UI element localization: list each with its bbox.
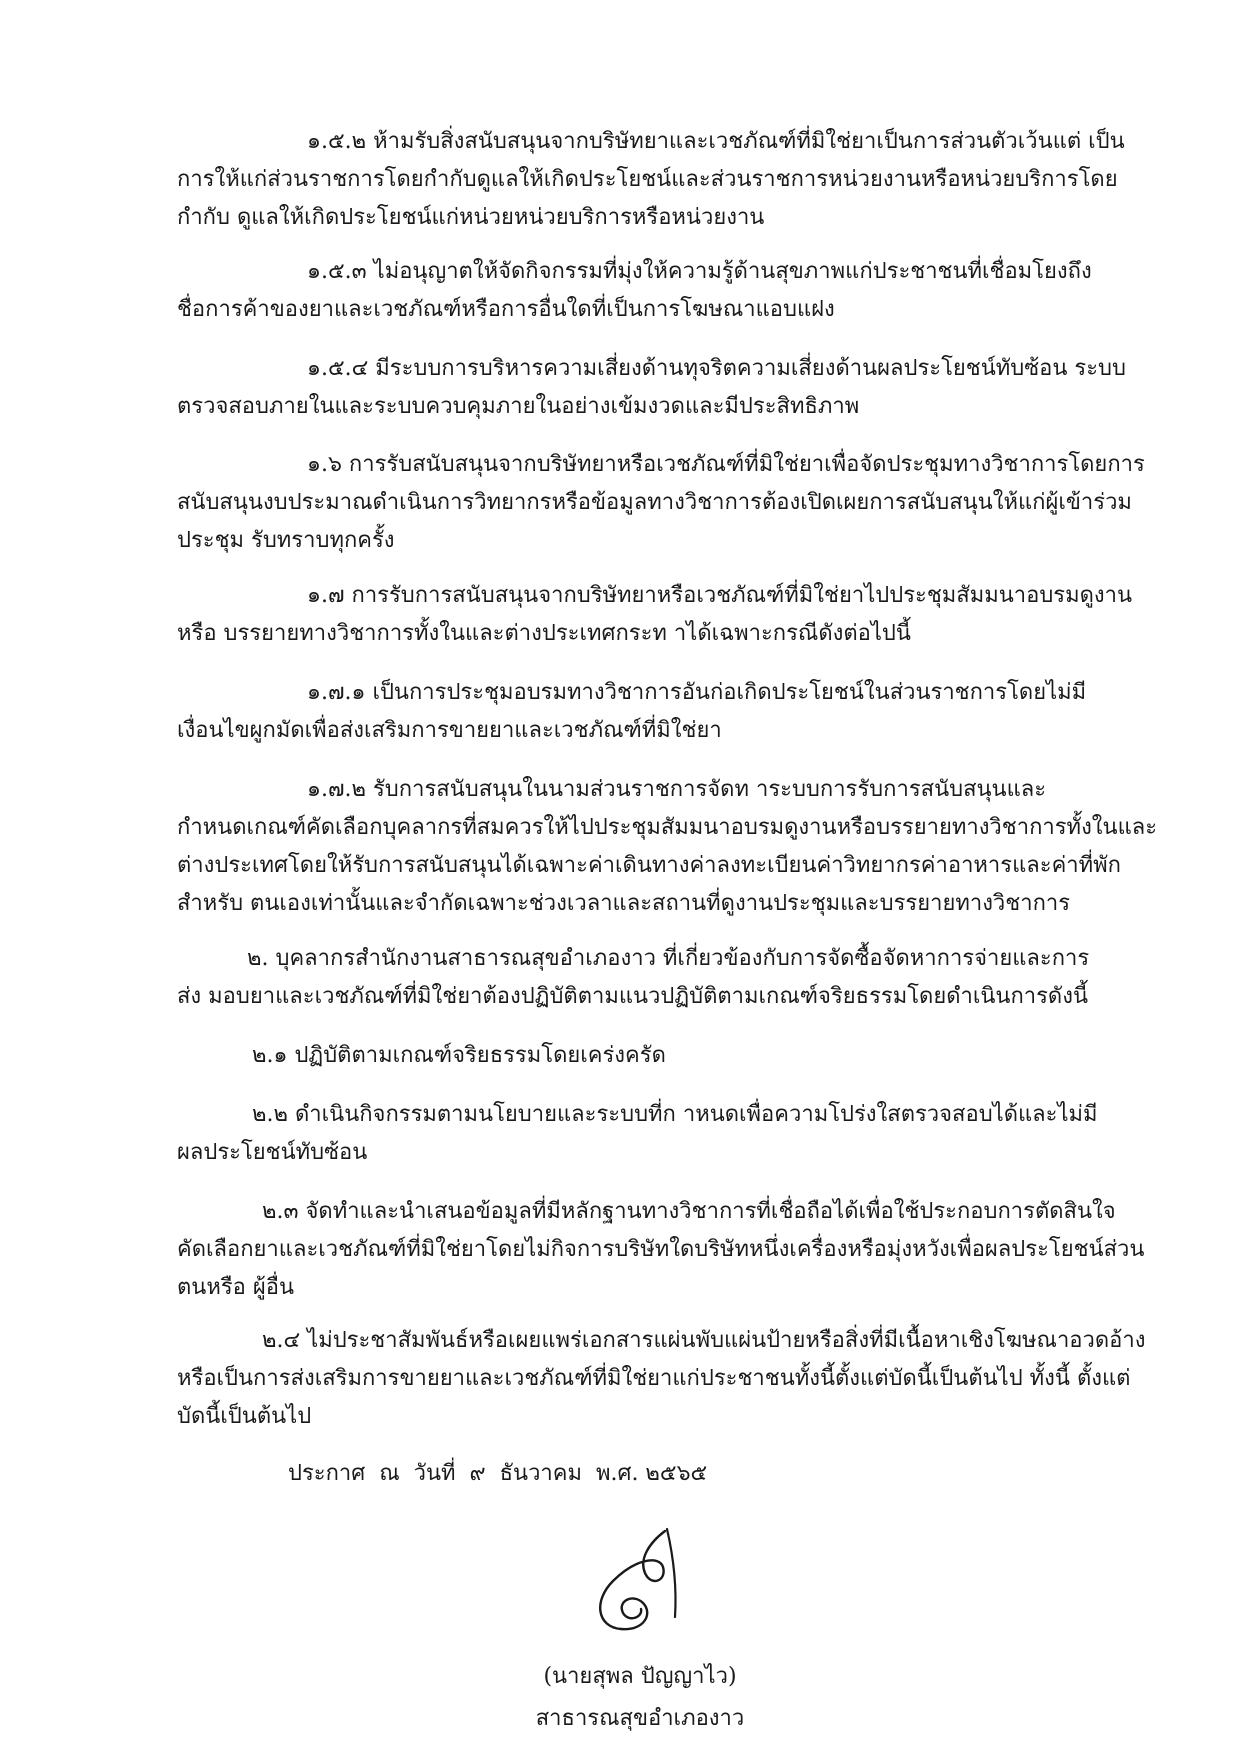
paragraph-line: สนับสนุนงบประมาณดำเนินการวิทยากรหรือข้อมูลทางวิชาการต้องเปิดเผยการสนับสนุนให้แก่ผู้เข้าร่วม (177, 490, 1132, 515)
paragraph-1-7-1 (177, 674, 1087, 750)
paragraph-line: หรือ บรรยายทางวิชาการทั้งในและต่างประเทศกระท าได้เฉพาะกรณีดังต่อไปนี้ (177, 621, 911, 646)
paragraph-1-5-2 (177, 123, 1125, 237)
paragraph-1-7-2 (177, 771, 1158, 923)
paragraph-2-3 (177, 1193, 1145, 1307)
paragraph-line: ๑.๕.๓ ไม่อนุญาตให้จัดกิจกรรมที่มุ่งให้ความรู้ด้านสุขภาพแก่ประชาชนที่เชื่อมโยงถึง (307, 259, 1092, 284)
paragraph-line: หรือเป็นการส่งเสริมการขายยาและเวชภัณฑ์ที่มิใช่ยาแก่ประชาชนทั้งนี้ตั้งแต่บัดนี้เป็นต้นไป ทั้งนี้ ตั้งแต่ (177, 1366, 1131, 1391)
paragraph-line: การให้แก่ส่วนราชการโดยกำกับดูแลให้เกิดประโยชน์และส่วนราชการหน่วยงานหรือหน่วยบริการโดย (177, 167, 1118, 192)
paragraph-line: ตนหรือ ผู้อื่น (177, 1275, 294, 1300)
signer-title: สาธารณสุขอำเภองาว (535, 1706, 745, 1731)
paragraph-line: ๑.๕.๔ มีระบบการบริหารความเสี่ยงด้านทุจริตความเสี่ยงด้านผลประโยชน์ทับซ้อน ระบบ (307, 356, 1126, 381)
paragraph-line: ตรวจสอบภายในและระบบควบคุมภายในอย่างเข้มงวดและมีประสิทธิภาพ (177, 394, 860, 419)
paragraph-line: บัดนี้เป็นต้นไป (177, 1404, 312, 1429)
paragraph-1-5-4 (177, 350, 1126, 426)
paragraph-2-4 (177, 1322, 1146, 1436)
paragraph-line: ๒.๒ ดำเนินกิจกรรมตามนโยบายและระบบที่ก าหนดเพื่อความโปร่งใสตรวจสอบได้และไม่มี (252, 1102, 1098, 1127)
paragraph-line: ๑.๗ การรับการสนับสนุนจากบริษัทยาหรือเวชภัณฑ์ที่มิใช่ยาไปประชุมสัมมนาอบรมดูงาน (307, 583, 1133, 608)
paragraph-1-5-3 (177, 253, 1092, 329)
paragraph-line: ๒.๓ จัดทำและนำเสนอข้อมูลที่มีหลักฐานทางวิชาการที่เชื่อถือได้เพื่อใช้ประกอบการตัดสินใจ (262, 1199, 1116, 1224)
paragraph-line: ๑.๗.๒ รับการสนับสนุนในนามส่วนราชการจัดท าระบบการรับการสนับสนุนและ (307, 777, 1047, 802)
paragraph-line: ๑.๖ การรับสนับสนุนจากบริษัทยาหรือเวชภัณฑ์ที่มิใช่ยาเพื่อจัดประชุมทางวิชาการโดยการ (307, 452, 1145, 477)
paragraph-2-1 (177, 1037, 1083, 1075)
paragraph-line: เงื่อนไขผูกมัดเพื่อส่งเสริมการขายยาและเวชภัณฑ์ที่มิใช่ยา (177, 718, 722, 743)
paragraph-line: ต่างประเทศโดยให้รับการสนับสนุนได้เฉพาะค่าเดินทางค่าลงทะเบียนค่าวิทยากรค่าอาหารและค่าที่พัก (177, 853, 1121, 878)
paragraph-line: ๒.๑ ปฏิบัติตามเกณฑ์จริยธรรมโดยเคร่งครัด (252, 1043, 666, 1068)
paragraph-line: ส่ง มอบยาและเวชภัณฑ์ที่มิใช่ยาต้องปฏิบัติตามแนวปฏิบัติตามเกณฑ์จริยธรรมโดยดำเนินการดังนี้ (177, 984, 1089, 1009)
paragraph-line: ชื่อการค้าของยาและเวชภัณฑ์หรือการอื่นใดที่เป็นการโฆษณาแอบแฝง (177, 297, 835, 322)
paragraph-line: ประชุม รับทราบทุกครั้ง (177, 528, 395, 553)
paragraph-2 (177, 940, 1090, 1016)
paragraph-line: คัดเลือกยาและเวชภัณฑ์ที่มิใช่ยาโดยไม่กิจการบริษัทใดบริษัทหนึ่งเครื่องหรือมุ่งหวังเพื่อผลประโยชน์ส่วน (177, 1237, 1145, 1262)
announcement-date: ประกาศ ณ วันที่ ๙ ธันวาคม พ.ศ. ๒๕๖๕ (288, 1461, 708, 1486)
signature-image (583, 1525, 693, 1640)
paragraph-1-7 (177, 577, 1133, 653)
paragraph-line: ๒. บุคลากรสำนักงานสาธารณสุขอำเภองาว ที่เกี่ยวข้องกับการจัดซื้อจัดหาการจ่ายและการ (247, 946, 1090, 971)
signer-name: (นายสุพล ปัญญาไว) (543, 1664, 737, 1689)
paragraph-line: กำกับ ดูแลให้เกิดประโยชน์แก่หน่วยหน่วยบริการหรือหน่วยงาน (177, 205, 765, 230)
paragraph-2-2 (177, 1096, 1098, 1172)
paragraph-1-6 (177, 446, 1145, 560)
paragraph-line: ผลประโยชน์ทับซ้อน (177, 1140, 368, 1165)
paragraph-line: ๑.๕.๒ ห้ามรับสิ่งสนับสนุนจากบริษัทยาและเวชภัณฑ์ที่มิใช่ยาเป็นการส่วนตัวเว้นแต่ เป็น (307, 129, 1125, 154)
paragraph-line: ๒.๔ ไม่ประชาสัมพันธ์หรือเผยแพร่เอกสารแผ่นพับแผ่นป้ายหรือสิ่งที่มีเนื้อหาเชิงโฆษณาอวดอ้าง (262, 1328, 1146, 1353)
paragraph-line: สำหรับ ตนเองเท่านั้นและจำกัดเฉพาะช่วงเวลาและสถานที่ดูงานประชุมและบรรยายทางวิชาการ (177, 891, 1071, 916)
paragraph-line: กำหนดเกณฑ์คัดเลือกบุคลากรที่สมควรให้ไปประชุมสัมมนาอบรมดูงานหรือบรรยายทางวิชาการทั้งในและ (177, 815, 1158, 840)
paragraph-line: ๑.๗.๑ เป็นการประชุมอบรมทางวิชาการอันก่อเกิดประโยชน์ในส่วนราชการโดยไม่มี (307, 680, 1087, 705)
